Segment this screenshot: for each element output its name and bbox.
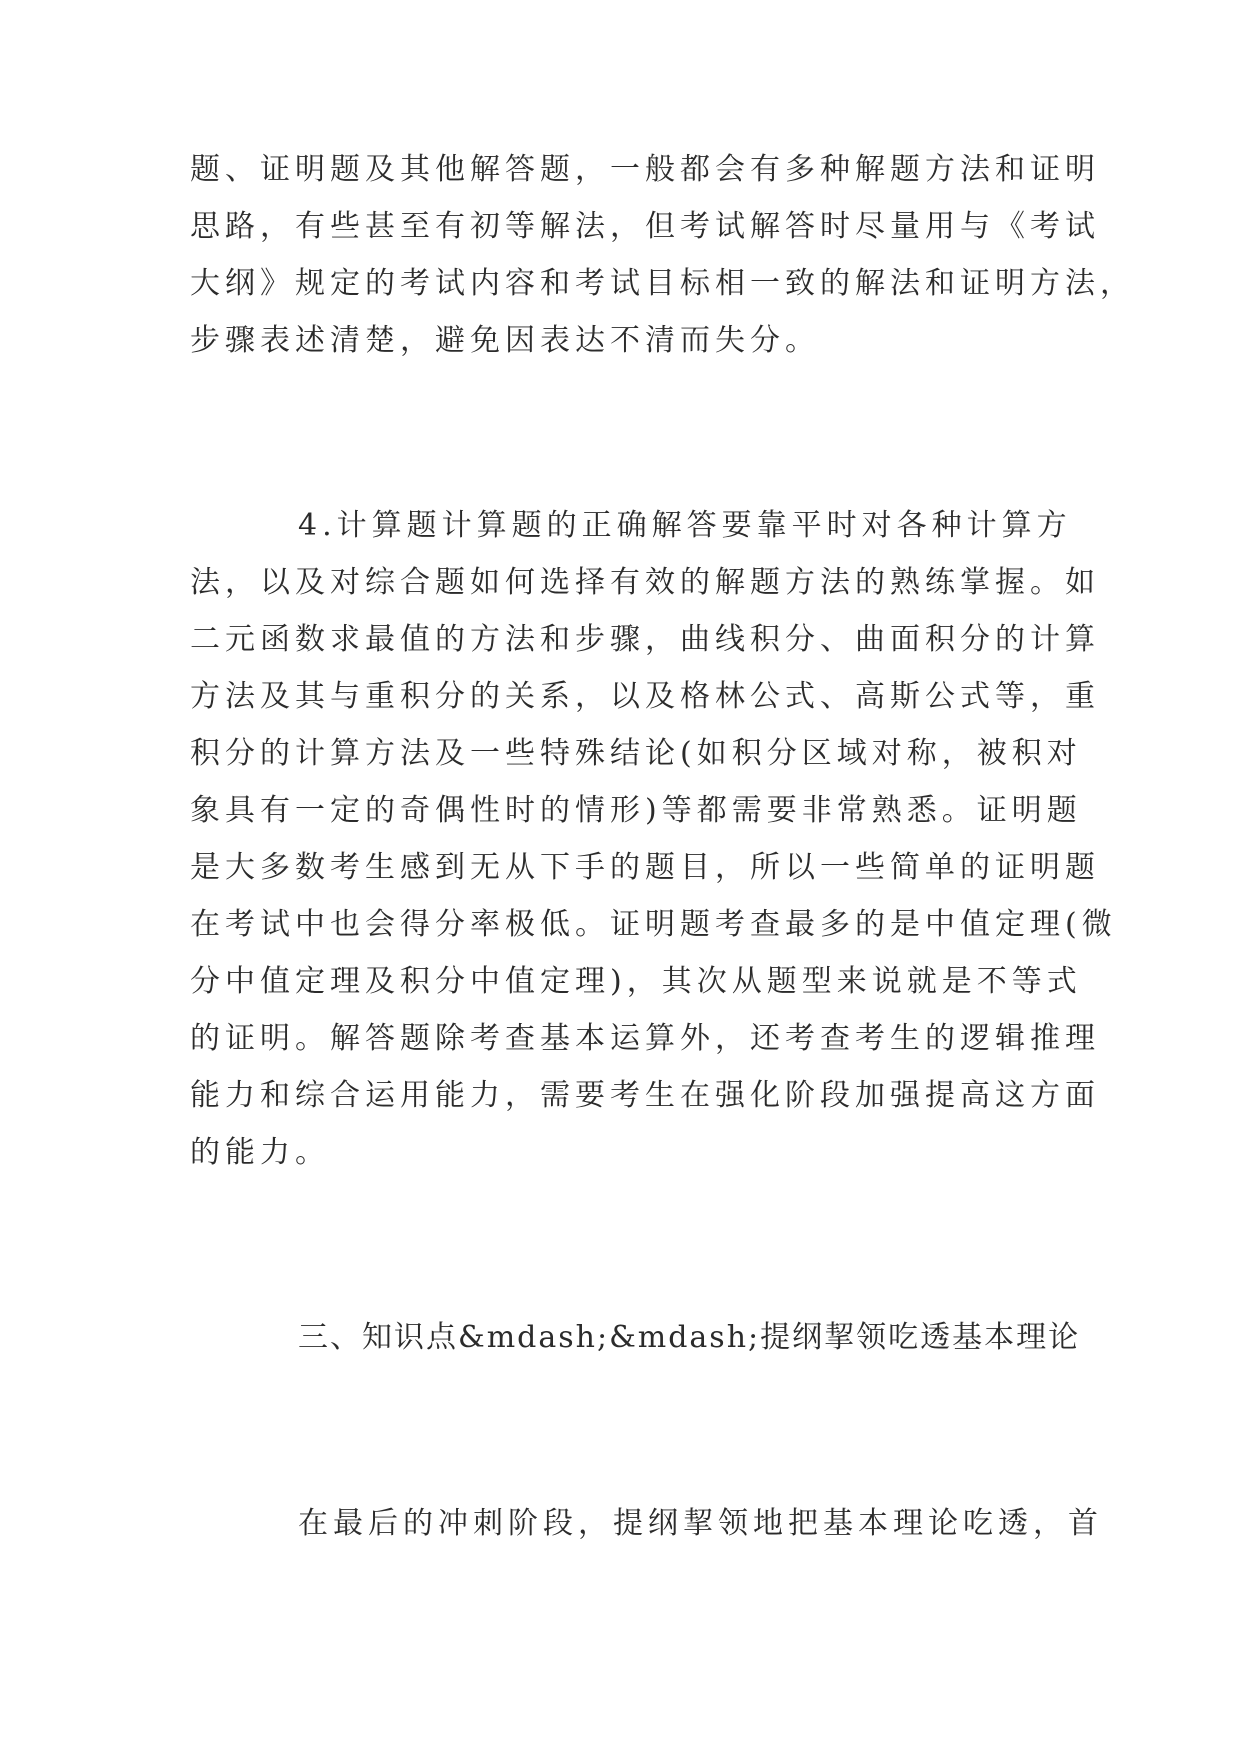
paragraph-line: 法，以及对综合题如何选择有效的解题方法的熟练掌握。如 [190, 565, 1100, 600]
paragraph-line: 二元函数求最值的方法和步骤，曲线积分、曲面积分的计算 [190, 622, 1100, 657]
paragraph-line: 步骤表述清楚，避免因表达不清而失分。 [190, 323, 820, 358]
paragraph-line: 在最后的冲刺阶段，提纲挈领地把基本理论吃透，首 [298, 1506, 1103, 1541]
paragraph-line: 能力和综合运用能力，需要考生在强化阶段加强提高这方面 [190, 1078, 1100, 1113]
paragraph-line: 分中值定理及积分中值定理)，其次从题型来说就是不等式 [190, 964, 1082, 999]
paragraph-line: 积分的计算方法及一些特殊结论(如积分区域对称，被积对 [190, 736, 1082, 771]
paragraph-line: 是大多数考生感到无从下手的题目，所以一些简单的证明题 [190, 850, 1100, 885]
paragraph-line: 大纲》规定的考试内容和考试目标相一致的解法和证明方法， [190, 266, 1135, 301]
paragraph-line: 4.计算题计算题的正确解答要靠平时对各种计算方 [298, 508, 1072, 543]
paragraph-line: 的能力。 [190, 1135, 330, 1170]
paragraph-line: 方法及其与重积分的关系，以及格林公式、高斯公式等，重 [190, 679, 1100, 714]
paragraph-line: 的证明。解答题除考查基本运算外，还考查考生的逻辑推理 [190, 1021, 1100, 1056]
paragraph-line: 思路，有些甚至有初等解法，但考试解答时尽量用与《考试 [190, 209, 1100, 244]
paragraph-line: 在考试中也会得分率极低。证明题考查最多的是中值定理(微 [190, 907, 1117, 942]
section-heading: 三、知识点&mdash;&mdash;提纲挈领吃透基本理论 [298, 1320, 1081, 1355]
paragraph-line: 象具有一定的奇偶性时的情形)等都需要非常熟悉。证明题 [190, 793, 1082, 828]
paragraph-line: 题、证明题及其他解答题，一般都会有多种解题方法和证明 [190, 152, 1100, 187]
